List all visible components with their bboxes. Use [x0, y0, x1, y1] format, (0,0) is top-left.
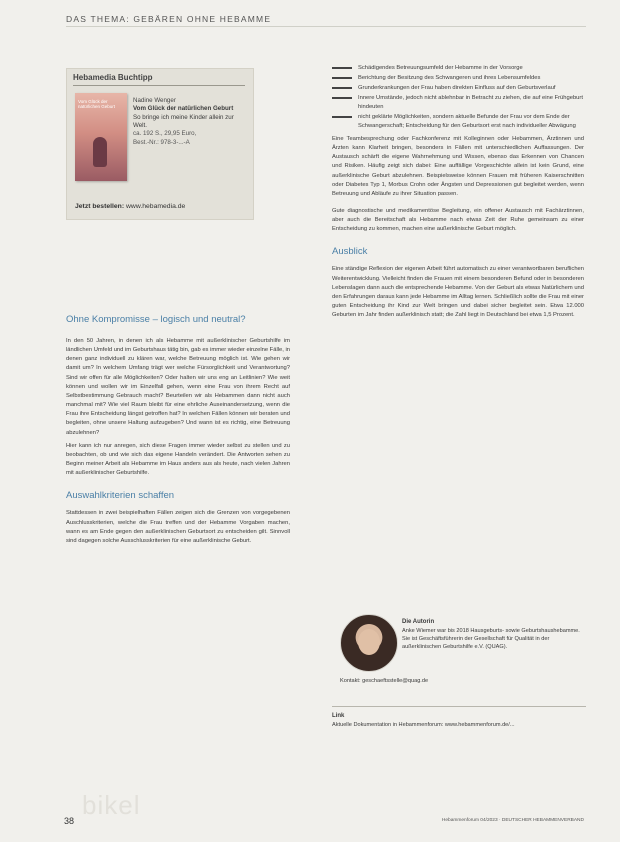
list-item — [332, 84, 584, 93]
body-paragraph: Gute diagnostische und medikamentöse Begleitung, ein offener Austausch mit Fachärztinnen, aber auch die Bereitschaft als Hebamme nach etwas Zeit der Ruhe gemeinsam zu einer Entscheidung zu kommen, machen eine außerklinische Geburt möglich. — [332, 207, 584, 233]
left-column — [66, 314, 290, 546]
ad-brand: Hebamedia Buchtipp — [73, 73, 153, 82]
list-item — [332, 64, 584, 73]
running-head: DAS THEMA: GEBÄREN OHNE HEBAMME — [66, 14, 272, 24]
body-paragraph: Eine ständige Reflexion der eigenen Arbeit führt automatisch zu einer verantwortbaren beruflichen Weiterentwicklung. Vielleicht finden die Frauen mit einem besonderen Befund oder in besonderen Lebenslagen dann auch die entsprechende Hebamme. Von der Geburt als etwas Natürlichem und den Erfahrungen daraus kann jede Hebamme im Alltag lernen. Schließlich sollte die Frau mit einer guten Entscheidung ihr Kind zur Welt bringen und dabei sicher begleitet sein. Etwa 12.000 Geburten im Jahr finden außerklinisch statt; die Zahl liegt in Deutschland bei etwa 1,5 Prozent. — [332, 266, 584, 319]
divider — [332, 706, 586, 707]
book-cover-title: Vom Glück der natürlichen Geburt — [78, 99, 116, 110]
book-order-number: Best.-Nr.: 978-3-...-A — [133, 138, 190, 146]
dash-bullet-icon — [332, 77, 352, 79]
page-number: 38 — [64, 816, 75, 826]
section-heading-ausblick: Ausblick — [332, 246, 368, 258]
body-paragraph: Stattdessen in zwei beispielhaften Fällen zeigen sich die Grenzen von vorgegebenen Auschlusskriterien, welche die Frau treffen und der Hebamme Vorgaben machen, wann es am Ende gegen den außerklinischen Geburtsort zu entscheiden gilt. Sinnvoll sind dagegen solche Ausschlusskriterien für eine außerklinische Geburt. — [66, 510, 290, 544]
list-item — [332, 113, 584, 131]
author-label: Die Autorin — [402, 619, 435, 625]
link-label: Link — [332, 713, 345, 719]
dash-bullet-icon — [332, 87, 352, 89]
ad-order-link[interactable]: www.hebamedia.de — [126, 203, 186, 210]
author-bio — [402, 618, 582, 651]
list-item-text: Schädigendes Betreuungsumfeld der Hebamme in der Vorsorge — [358, 65, 523, 71]
ad-order-line — [75, 203, 185, 210]
section-heading-auswahlkriterien: Auswahlkriterien schaffen — [66, 490, 175, 502]
ad-brand-rule — [73, 85, 245, 86]
author-contact[interactable]: Kontakt: geschaeftsstelle@quag.de — [340, 678, 429, 684]
body-paragraph: In den 50 Jahren, in denen ich als Hebamme mit außerklinischer Geburtshilfe im ländlichen Umfeld und im Geburtshaus tätig bin, gab es immer wieder einzelne Fälle, in denen ganz individuell zu klären war, welche Betreuung möglich ist. Wie gehen wir damit um? In welchem Umfang trägt wer welche Fürsorglichkeit und Verantwortung? Sind wir offen für alle Möglichkeiten? Oder halten wir uns eng an Leitlinien? Wie weit können und wollen wir im Einzelfall gehen, wenn eine Frau von ihrem Recht auf Selbstbestimmung Gebrauch macht? Beurteilen wir als Hebammen dann nicht auch manchmal mit? Wie viel Raum bleibt für eine ehrliche Auseinandersetzung, wenn die Frau ihre Entscheidung längst getroffen hat? In welchen Fällen können wir beraten und begleiten, ohne unsere Haltung aufzugeben? Und wann ist es richtig, eine Betreuung abzulehnen? — [66, 338, 290, 436]
section-heading-ohne-kompromisse: Ohne Kompromisse – logisch und neutral? — [66, 314, 246, 325]
book-text-line: So bringe ich meine Kinder allein zur Welt. — [133, 113, 234, 130]
author-face — [358, 629, 380, 655]
list-item-text: nicht geklärte Möglichkeiten, sondern aktuelle Befunde der Frau vor dem Ende der Schwangerschaft; Entscheidung für den Geburtsort erst nach individueller Abwägung — [358, 113, 576, 129]
body-paragraph: Hier kann ich nur anregen, sich diese Fragen immer wieder selbst zu stellen und zu beobachten, ob und wie sich das eigene Handeln verändert. Die Antworten sehen zu Beginn meiner Arbeit als Hebamme im Haus anders aus als heute, nach vielen Jahren mit außerklinischer Geburtshilfe. — [66, 442, 290, 477]
list-item — [332, 94, 584, 112]
book-cover-image — [75, 93, 127, 181]
dash-bullet-icon — [332, 67, 352, 69]
book-ad-box — [66, 68, 254, 220]
footer-source: Hebammenforum 04/2023 · DEUTSCHER HEBAMMENVERBAND — [441, 818, 584, 823]
book-price: ca. 192 S., 29,95 Euro, — [133, 130, 197, 138]
list-item-text: Berichtung der Besitzung des Schwangeren und ihres Lebensumfeldes — [358, 74, 541, 81]
dash-bullet-icon — [332, 97, 352, 99]
link-text[interactable]: Aktuelle Dokumentation in Hebammenforum: www.hebammenforum.de/... — [332, 721, 515, 728]
body-paragraph: Eine Teambesprechung oder Fachkonferenz mit Kolleginnen oder Hebammen, Ärztinnen und Ärzten kann Klarheit bringen, besonders in Fällen mit unterschiedlichen Auffassungen. Der Austausch schärft die eigene Wahrnehmung und Wissen, ebenso das Erkennen von Chancen und Risiken. Häufig zeigt sich dabei: Eine auffällige Vorgeschichte allein ist kein Grund, eine außerklinische Geburt abzulehnen. Beispielsweise können Frauen mit früheren Kaiserschnitten oder Diabetes Typ 1, Morbus Crohn oder Ängsten und Depressionen gut begleitet werden, wenn Betreuung und Abläufe zu ihrer Situation passen. — [332, 135, 584, 197]
list-item-text: Grunderkrankungen der Frau haben direkten Einfluss auf den Geburtsverlauf — [358, 84, 556, 91]
list-item — [332, 74, 584, 83]
book-title: Vom Glück der natürlichen Geburt — [133, 105, 234, 113]
ad-order-prefix: Jetzt bestellen: — [75, 203, 125, 210]
right-column — [332, 64, 584, 320]
book-description — [133, 97, 245, 147]
book-author: Nadine Wenger — [133, 97, 176, 104]
link-box — [332, 712, 586, 729]
book-cover-figure — [93, 137, 107, 167]
criteria-list — [332, 64, 584, 131]
dash-bullet-icon — [332, 116, 352, 118]
author-box — [332, 614, 586, 700]
watermark: bikel — [82, 790, 141, 820]
running-head-rule — [66, 26, 586, 27]
author-avatar — [340, 614, 398, 672]
author-description: Anke Wiemer war bis 2018 Hausgeburts- sowie Geburtshaushebamme. Sie ist Geschäftsführerin der Gesellschaft für Qualität in der außerklinischen Geburtshilfe e.V. (QUAG). — [402, 627, 580, 650]
list-item-text: Innere Umstände, jedoch nicht ablehnbar in Betracht zu ziehen, die auf eine Frühgeburt hindeuten — [358, 94, 583, 110]
